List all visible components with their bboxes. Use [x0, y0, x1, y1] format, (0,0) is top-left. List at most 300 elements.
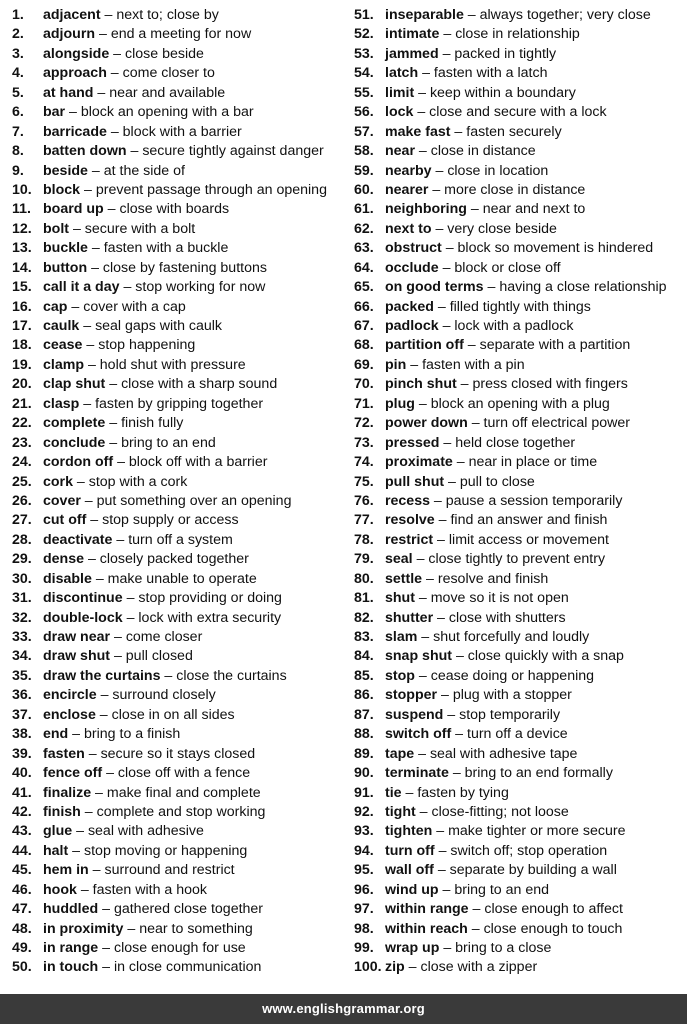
- entry-word: pinch shut: [385, 376, 457, 393]
- entry-word: inseparable: [385, 7, 464, 23]
- entry-definition: bring to an end formally: [464, 765, 613, 782]
- footer-bar: [0, 994, 687, 1024]
- entry-number: 77.: [354, 512, 374, 529]
- word-entry: [12, 123, 346, 142]
- entry-separator: –: [433, 531, 449, 548]
- word-entry: [12, 647, 346, 666]
- entry-definition: secure tightly against danger: [142, 143, 324, 160]
- entry-word: glue: [43, 823, 73, 840]
- entry-word: packed: [385, 298, 434, 315]
- entry-number: 13.: [12, 240, 32, 257]
- entry-word: call it a day: [43, 279, 120, 296]
- entry-definition: cover with a cap: [83, 298, 186, 315]
- entry-separator: –: [80, 181, 96, 198]
- entry-definition: close in relationship: [455, 26, 580, 43]
- entry-number: 11.: [12, 201, 31, 218]
- entry-word: tighten: [385, 823, 433, 840]
- word-entry: [354, 492, 686, 511]
- entry-word: beside: [43, 162, 88, 179]
- entry-word: power down: [385, 415, 468, 432]
- word-entry: [12, 84, 346, 103]
- entry-definition: block or close off: [454, 259, 561, 276]
- entry-separator: –: [72, 823, 88, 840]
- entry-separator: –: [91, 784, 107, 801]
- entry-number: 54.: [354, 65, 374, 82]
- entry-definition: close with shutters: [448, 609, 566, 626]
- entry-word: next to: [385, 220, 432, 237]
- entry-word: cut off: [43, 512, 87, 529]
- entry-separator: –: [106, 123, 123, 140]
- entry-definition: come closer: [125, 629, 203, 645]
- entry-number: 24.: [12, 454, 32, 471]
- entry-definition: very close beside: [447, 220, 557, 237]
- entry-separator: –: [439, 940, 456, 956]
- entry-number: 36.: [12, 687, 32, 704]
- entry-definition: shut forcefully and loudly: [433, 629, 590, 645]
- entry-number: 57.: [354, 123, 374, 140]
- entry-number: 16.: [12, 298, 32, 315]
- entry-definition: close in distance: [430, 143, 536, 160]
- entry-word: within reach: [385, 920, 468, 937]
- entry-definition: separate with a partition: [479, 337, 631, 354]
- entry-word: restrict: [385, 531, 434, 548]
- entry-separator: –: [463, 337, 480, 354]
- entry-word: finalize: [43, 784, 92, 801]
- entry-definition: close in on all sides: [111, 706, 235, 723]
- entry-definition: stop temporarily: [459, 706, 561, 723]
- entry-definition: close with a zipper: [420, 959, 538, 976]
- entry-word: barricade: [43, 123, 107, 140]
- entry-number: 88.: [354, 726, 374, 743]
- entry-word: draw shut: [43, 648, 111, 665]
- entry-separator: –: [86, 512, 103, 529]
- entry-number: 33.: [12, 629, 32, 645]
- entry-number: 71.: [354, 395, 374, 412]
- word-entry: [12, 822, 346, 841]
- entry-definition: seal with adhesive: [87, 823, 204, 840]
- entry-word: pressed: [385, 434, 440, 451]
- word-entry: [354, 920, 686, 939]
- entry-separator: –: [109, 45, 126, 62]
- entry-word: button: [43, 259, 88, 276]
- entry-separator: –: [93, 84, 110, 101]
- entry-number: 51.: [354, 7, 374, 23]
- entry-word: tie: [385, 784, 402, 801]
- entry-word: snap shut: [385, 648, 453, 665]
- word-entry: [12, 317, 346, 336]
- entry-word: nearby: [385, 162, 432, 179]
- entry-definition: near in place or time: [468, 454, 598, 471]
- entry-word: latch: [385, 65, 419, 82]
- entry-definition: stop with a cork: [88, 473, 188, 490]
- entry-number: 89.: [354, 745, 374, 762]
- entry-definition: in close communication: [113, 959, 262, 976]
- entry-separator: –: [105, 376, 122, 393]
- entry-word: double-lock: [43, 609, 123, 626]
- entry-word: intimate: [385, 26, 440, 43]
- entry-definition: turn off electrical power: [483, 415, 630, 432]
- entry-definition: more close in distance: [444, 181, 586, 198]
- entry-separator: –: [466, 201, 483, 218]
- entry-number: 83.: [354, 629, 374, 645]
- entry-number: 40.: [12, 765, 32, 782]
- entry-number: 84.: [354, 648, 374, 665]
- entry-separator: –: [443, 706, 460, 723]
- entry-separator: –: [103, 201, 120, 218]
- entry-word: buckle: [43, 240, 88, 257]
- entry-number: 43.: [12, 823, 32, 840]
- word-entry: [12, 842, 346, 861]
- word-entry: [12, 375, 346, 394]
- entry-word: dense: [43, 551, 85, 568]
- entry-separator: –: [414, 590, 431, 607]
- word-entry: [12, 453, 346, 472]
- word-entry: [12, 589, 346, 608]
- entry-number: 85.: [354, 667, 374, 684]
- entry-word: terminate: [385, 765, 449, 782]
- entry-number: 29.: [12, 551, 32, 568]
- word-entry: [354, 706, 686, 725]
- entry-separator: –: [126, 143, 143, 160]
- entry-separator: –: [456, 376, 473, 393]
- word-entry: [354, 162, 686, 181]
- entry-number: 5.: [12, 84, 24, 101]
- word-entry: [354, 103, 686, 122]
- entry-definition: close enough to affect: [484, 901, 623, 918]
- entry-number: 49.: [12, 940, 32, 956]
- entry-definition: closely packed together: [99, 551, 249, 568]
- entry-separator: –: [452, 648, 468, 665]
- word-entry: [12, 920, 346, 939]
- word-entry: [354, 550, 686, 569]
- entry-number: 96.: [354, 881, 374, 898]
- entry-word: clamp: [43, 356, 85, 373]
- entry-separator: –: [68, 726, 85, 743]
- entry-separator: –: [451, 726, 467, 743]
- entry-word: enclose: [43, 706, 96, 723]
- entry-number: 50.: [12, 959, 32, 976]
- entry-word: on good terms: [385, 279, 484, 296]
- word-entry: [354, 803, 686, 822]
- entry-number: 74.: [354, 454, 374, 471]
- entry-number: 97.: [354, 901, 374, 918]
- entry-definition: close with boards: [119, 201, 230, 218]
- word-entry: [12, 395, 346, 414]
- entry-separator: –: [98, 940, 114, 956]
- entry-number: 34.: [12, 648, 32, 665]
- entry-separator: –: [98, 901, 114, 918]
- word-entry: [12, 64, 346, 83]
- word-entry: [12, 725, 346, 744]
- entry-number: 35.: [12, 667, 32, 684]
- word-entry: [354, 336, 686, 355]
- entry-number: 14.: [12, 259, 32, 276]
- entry-number: 26.: [12, 492, 32, 509]
- entry-separator: –: [91, 570, 108, 587]
- word-entry: [12, 686, 346, 705]
- entry-definition: keep within a boundary: [429, 84, 576, 101]
- word-entry: [354, 200, 686, 219]
- entry-separator: –: [431, 220, 448, 237]
- entry-number: 64.: [354, 259, 374, 276]
- entry-definition: make tighter or more secure: [448, 823, 626, 840]
- entry-separator: –: [413, 104, 430, 121]
- entry-word: obstruct: [385, 240, 442, 257]
- entry-separator: –: [432, 823, 449, 840]
- word-entry: [354, 473, 686, 492]
- entry-separator: –: [87, 162, 104, 179]
- entry-number: 93.: [354, 823, 374, 840]
- entry-word: complete: [43, 415, 106, 432]
- entry-definition: limit access or movement: [448, 531, 609, 548]
- entry-number: 31.: [12, 590, 32, 607]
- entry-definition: block with a barrier: [122, 123, 242, 140]
- word-entry: [12, 142, 346, 161]
- entry-number: 15.: [12, 279, 32, 296]
- entry-number: 92.: [354, 803, 374, 820]
- entry-number: 2.: [12, 26, 24, 43]
- word-entry: [12, 745, 346, 764]
- entry-number: 98.: [354, 920, 374, 937]
- entry-word: finish: [43, 803, 81, 820]
- word-entry: [12, 550, 346, 569]
- entry-word: cease: [43, 337, 83, 354]
- entry-number: 99.: [354, 940, 374, 956]
- entry-number: 81.: [354, 590, 374, 607]
- entry-definition: plug with a stopper: [452, 687, 572, 704]
- entry-number: 18.: [12, 337, 32, 354]
- entry-separator: –: [450, 123, 467, 140]
- entry-number: 47.: [12, 901, 32, 918]
- entry-word: adjacent: [43, 7, 101, 23]
- entry-definition: close enough for use: [113, 940, 246, 956]
- entry-separator: –: [414, 143, 431, 160]
- word-entry: [354, 375, 686, 394]
- word-entry: [354, 395, 686, 414]
- entry-word: bar: [43, 104, 66, 121]
- entry-separator: –: [102, 765, 118, 782]
- entry-word: fence off: [43, 765, 103, 782]
- word-entry: [12, 200, 346, 219]
- entry-definition: filled tightly with things: [449, 298, 591, 315]
- entry-separator: –: [100, 7, 117, 23]
- entry-separator: –: [431, 162, 448, 179]
- entry-separator: –: [112, 531, 129, 548]
- entry-definition: put something over an opening: [96, 492, 292, 509]
- entry-number: 48.: [12, 920, 32, 937]
- word-entry: [12, 162, 346, 181]
- word-entry: [354, 84, 686, 103]
- entry-number: 87.: [354, 706, 374, 723]
- entry-separator: –: [418, 65, 434, 82]
- entry-number: 22.: [12, 415, 32, 432]
- word-entry: [354, 317, 686, 336]
- entry-word: in range: [43, 940, 99, 956]
- entry-definition: fasten securely: [466, 123, 562, 140]
- entry-word: clasp: [43, 395, 80, 412]
- word-entry: [354, 647, 686, 666]
- entry-definition: close in location: [447, 162, 549, 179]
- entry-word: fasten: [43, 745, 85, 762]
- entry-separator: –: [414, 667, 431, 684]
- entry-word: draw near: [43, 629, 111, 645]
- word-entry: [354, 725, 686, 744]
- word-entry: [12, 336, 346, 355]
- entry-word: slam: [385, 629, 418, 645]
- entry-separator: –: [414, 745, 430, 762]
- entry-definition: gathered close together: [113, 901, 264, 918]
- word-entry: [12, 25, 346, 44]
- entry-separator: –: [406, 356, 423, 373]
- entry-definition: switch off; stop operation: [450, 842, 608, 859]
- entry-number: 6.: [12, 104, 24, 121]
- word-entry: [354, 764, 686, 783]
- entry-number: 28.: [12, 531, 32, 548]
- entry-definition: near and next to: [482, 201, 586, 218]
- entry-word: huddled: [43, 901, 99, 918]
- entry-definition: always together; very close: [479, 7, 651, 23]
- word-entry: [12, 259, 346, 278]
- word-entry: [354, 686, 686, 705]
- word-entry: [354, 900, 686, 919]
- entry-definition: close tightly to prevent entry: [428, 551, 606, 568]
- entry-number: 37.: [12, 706, 32, 723]
- entry-word: wall off: [385, 862, 434, 879]
- entry-number: 60.: [354, 181, 374, 198]
- entry-word: approach: [43, 65, 107, 82]
- entry-number: 79.: [354, 551, 374, 568]
- entry-number: 32.: [12, 609, 32, 626]
- entry-separator: –: [433, 862, 450, 879]
- entry-definition: make final and complete: [106, 784, 261, 801]
- entry-definition: stop happening: [98, 337, 196, 354]
- entry-word: draw the curtains: [43, 667, 161, 684]
- entry-definition: pause a session temporarily: [445, 492, 623, 509]
- entry-definition: stop working for now: [135, 279, 266, 296]
- entry-definition: pull closed: [125, 648, 193, 665]
- entry-number: 80.: [354, 570, 374, 587]
- word-entry: [12, 784, 346, 803]
- entry-word: switch off: [385, 726, 452, 743]
- word-entry: [12, 181, 346, 200]
- entry-number: 61.: [354, 201, 374, 218]
- entry-number: 42.: [12, 803, 32, 820]
- entry-number: 1.: [12, 7, 24, 23]
- entry-word: encircle: [43, 687, 97, 704]
- word-entry: [354, 667, 686, 686]
- entry-definition: next to; close by: [116, 7, 219, 23]
- entry-word: discontinue: [43, 590, 123, 607]
- entry-word: in touch: [43, 959, 99, 976]
- word-entry: [354, 239, 686, 258]
- entry-separator: –: [422, 570, 438, 587]
- entry-word: caulk: [43, 318, 80, 334]
- entry-number: 75.: [354, 473, 374, 490]
- entry-word: deactivate: [43, 531, 113, 548]
- entry-definition: fasten with a latch: [433, 65, 548, 82]
- entry-definition: separate by building a wall: [449, 862, 617, 879]
- footer-site-url: www.englishgrammar.org: [262, 1001, 425, 1016]
- entry-separator: –: [429, 492, 446, 509]
- word-entry: [354, 181, 686, 200]
- word-entry: [354, 589, 686, 608]
- entry-separator: –: [105, 415, 122, 432]
- word-entry: [12, 939, 346, 958]
- entry-number: 82.: [354, 609, 374, 626]
- word-entry: [354, 142, 686, 161]
- entry-word: nearer: [385, 181, 429, 198]
- entry-number: 46.: [12, 881, 32, 898]
- entry-definition: secure so it stays closed: [100, 745, 256, 762]
- entry-number: 62.: [354, 220, 374, 237]
- entry-definition: bring to an end: [454, 881, 550, 898]
- word-entry: [354, 570, 686, 589]
- word-entry: [12, 356, 346, 375]
- entry-separator: –: [439, 434, 456, 451]
- entry-definition: near and available: [109, 84, 226, 101]
- entry-definition: close-fitting; not loose: [431, 803, 569, 820]
- entry-definition: surround and restrict: [104, 862, 235, 879]
- entry-number: 56.: [354, 104, 374, 121]
- entry-number: 66.: [354, 298, 374, 315]
- entry-definition: fasten by tying: [417, 784, 509, 801]
- entry-definition: make unable to operate: [107, 570, 257, 587]
- entry-definition: turn off a system: [128, 531, 233, 548]
- entry-number: 10.: [12, 181, 32, 198]
- entry-separator: –: [105, 434, 122, 451]
- word-entry: [12, 473, 346, 492]
- entry-number: 100.: [354, 959, 382, 976]
- entry-separator: –: [467, 415, 484, 432]
- entry-word: conclude: [43, 434, 106, 451]
- entry-word: bolt: [43, 220, 69, 237]
- entry-number: 78.: [354, 531, 374, 548]
- entry-separator: –: [84, 745, 101, 762]
- entry-word: resolve: [385, 512, 435, 529]
- entry-number: 53.: [354, 45, 374, 62]
- entry-separator: –: [123, 920, 140, 937]
- entry-separator: –: [95, 706, 112, 723]
- entry-word: jammed: [385, 45, 439, 62]
- entry-separator: –: [428, 181, 445, 198]
- entry-definition: come closer to: [122, 65, 215, 82]
- word-entry: [12, 278, 346, 297]
- entry-word: cap: [43, 298, 68, 315]
- word-entry: [354, 356, 686, 375]
- entry-word: pin: [385, 356, 407, 373]
- entry-separator: –: [67, 298, 84, 315]
- entry-separator: –: [401, 784, 418, 801]
- entry-word: adjourn: [43, 26, 96, 43]
- entry-number: 76.: [354, 492, 374, 509]
- entry-word: halt: [43, 842, 69, 859]
- entry-separator: –: [448, 765, 465, 782]
- entry-word: lock: [385, 104, 414, 121]
- entry-definition: resolve and finish: [437, 570, 549, 587]
- entry-separator: –: [82, 337, 99, 354]
- word-entry: [354, 45, 686, 64]
- entry-word: proximate: [385, 454, 453, 471]
- entry-separator: –: [467, 920, 484, 937]
- word-entry: [354, 511, 686, 530]
- word-entry: [354, 220, 686, 239]
- entry-number: 9.: [12, 162, 24, 179]
- entry-number: 23.: [12, 434, 32, 451]
- entry-separator: –: [434, 842, 451, 859]
- entry-number: 68.: [354, 337, 374, 354]
- entry-word: end: [43, 726, 69, 743]
- entry-separator: –: [160, 667, 177, 684]
